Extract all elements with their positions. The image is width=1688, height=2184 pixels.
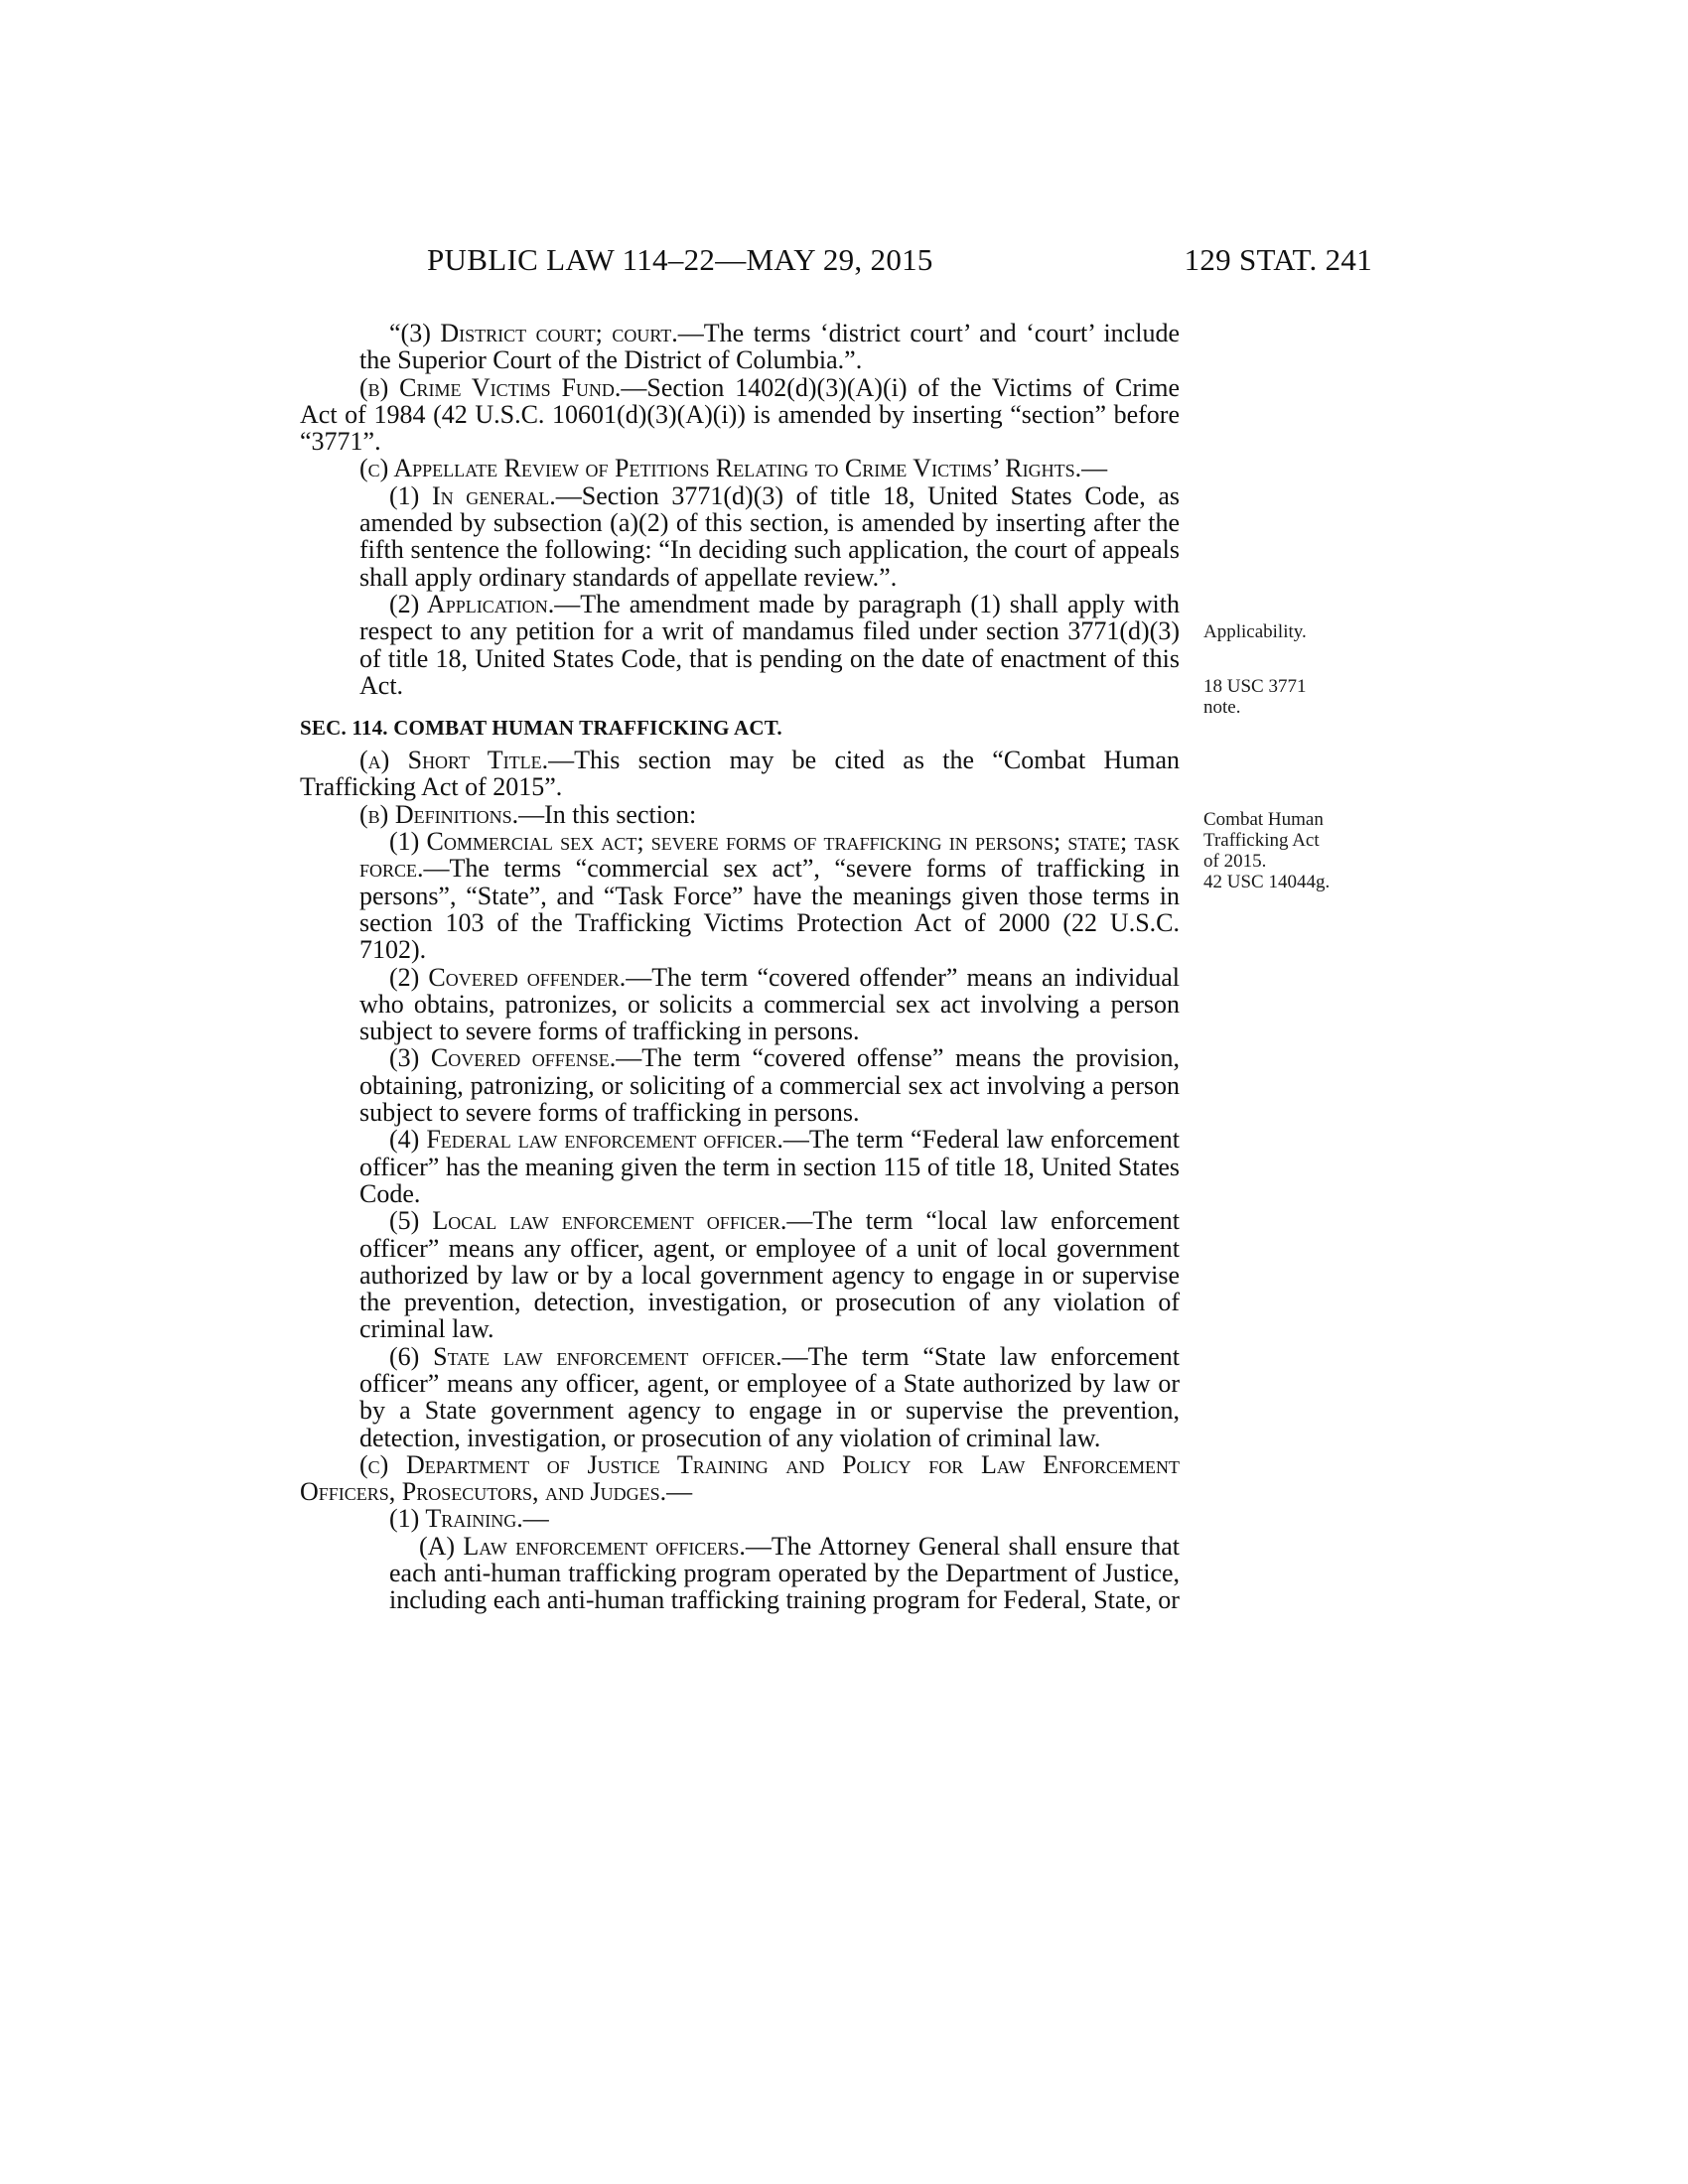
- paragraph-text: —The term “Federal law enforcement officer” has the meaning given the term in section 115 of title 18, United States Code.: [359, 1125, 1180, 1208]
- paragraph-text: —The term “covered offense” means the provision, obtaining, patronizing, or soliciting of a commercial sex act involving a person subject to severe forms of trafficking in persons.: [359, 1043, 1180, 1128]
- paragraph-caption: (1) Training.: [389, 1504, 523, 1534]
- paragraph-application: [300, 591, 1180, 699]
- paragraph-short-title: [300, 747, 1180, 801]
- paragraph-text: —The amendment made by paragraph (1) shall apply with respect to any petition for a writ of mandamus filed under section 3771(d)(3) of title 18, United States Code, that is pending on the date of enactment of this Act.: [359, 589, 1180, 700]
- paragraph-caption: (b) Crime Victims Fund.: [359, 372, 622, 402]
- paragraph-text: —The term “local law enforcement officer” means any officer, agent, or employee of a unit of local government authorized by law or by a local government agency to engage in or supervise the prevention, detection, investigation, or prosecution of any violation of criminal law.: [359, 1206, 1180, 1344]
- margin-note-combat-act: Combat Human Trafficking Act of 2015. 42 USC 14044g.: [1203, 809, 1331, 892]
- paragraph-text: —The terms “commercial sex act”, “severe forms of trafficking in persons”, “State”, and “Task Force” have the meanings given those terms in section 103 of the Trafficking Victims Protection Act of 2000 (22 U.S.C. 7102).: [359, 854, 1180, 965]
- paragraph-doj-training-policy: [300, 1451, 1180, 1506]
- statute-page-number: 129 STAT. 241: [1184, 242, 1372, 277]
- paragraph-training: [300, 1505, 1180, 1532]
- paragraph-law-enforcement-officers: [300, 1533, 1180, 1614]
- paragraph-text: —The terms ‘district court’ and ‘court’ include the Superior Court of the District of Columbia.”.: [359, 319, 1180, 375]
- definition-state-officer: [300, 1343, 1180, 1451]
- running-head-title: PUBLIC LAW 114–22—MAY 29, 2015: [427, 242, 933, 277]
- paragraph-text: —In this section:: [518, 799, 697, 829]
- paragraph-definitions: [300, 801, 1180, 828]
- paragraph-text: —The term “covered offender” means an individual who obtains, patronizes, or solicits a commercial sex act involving a person subject to severe forms of trafficking in persons.: [359, 962, 1180, 1046]
- paragraph-caption: (c) Appellate Review of Petitions Relating to Crime Victims’ Rights.: [359, 454, 1082, 483]
- paragraph-caption: (2) Application.: [389, 589, 555, 618]
- paragraph-crime-victims-fund: [300, 374, 1180, 456]
- paragraph-caption: “(3) District court; court.: [389, 319, 678, 347]
- definition-covered-offender: [300, 964, 1180, 1045]
- paragraph-caption: (5) Local law enforcement officer.: [389, 1206, 787, 1236]
- definition-local-officer: [300, 1207, 1180, 1342]
- paragraph-district-court: [300, 320, 1180, 374]
- paragraph-caption: (2) Covered offender.: [389, 962, 627, 992]
- paragraph-caption: (1) In general.: [389, 480, 556, 510]
- paragraph-text: —This section may be cited as the “Combat Human Trafficking Act of 2015”.: [300, 746, 1181, 802]
- paragraph-text: —: [1081, 454, 1108, 483]
- definition-covered-offense: [300, 1044, 1180, 1126]
- paragraph-caption: (c) Department of Justice Training and Policy for Law Enforcement Officers, Prosecutors, and Judges.: [300, 1449, 1180, 1507]
- paragraph-caption: (a) Short Title.: [359, 746, 549, 775]
- margin-note-usc-3771: 18 USC 3771 note.: [1203, 676, 1307, 718]
- paragraph-caption: (1) Commercial sex act; severe forms of trafficking in persons; state; task force.: [359, 827, 1180, 884]
- body-text: [300, 320, 1180, 1614]
- paragraph-text: —: [666, 1477, 693, 1507]
- paragraph-caption: (3) Covered offense.: [389, 1043, 617, 1073]
- paragraph-caption: (b) Definitions.: [359, 799, 519, 829]
- definition-federal-officer: [300, 1126, 1180, 1207]
- paragraph-text: —Section 3771(d)(3) of title 18, United States Code, as amended by subsection (a)(2) of this section, is amended by inserting after the fifth sentence the following: “In deciding such application, the court of appeals shall apply ordinary standards of appellate review.”.: [359, 480, 1180, 592]
- paragraph-text: —The Attorney General shall ensure that each anti-human trafficking program operated by the Department of Justice, including each anti-human trafficking training program for Federal, State, or: [389, 1531, 1180, 1615]
- paragraph-text: —: [522, 1504, 549, 1534]
- section-heading: SEC. 114. COMBAT HUMAN TRAFFICKING ACT.: [300, 716, 782, 741]
- paragraph-caption: (4) Federal law enforcement officer.: [389, 1125, 783, 1155]
- definition-commercial-sex-act: [300, 828, 1180, 963]
- margin-note-applicability: Applicability.: [1203, 621, 1307, 642]
- paragraph-caption: (A) Law enforcement officers.: [419, 1531, 746, 1561]
- paragraph-text: —Section 1402(d)(3)(A)(i) of the Victims of Crime Act of 1984 (42 U.S.C. 10601(d)(3)(A)(i)) is amended by inserting “section” before “3771”.: [300, 372, 1180, 457]
- paragraph-text: —The term “State law enforcement officer” means any officer, agent, or employee of a State authorized by law or by a State government agency to engage in or supervise the prevention, detection, investigation, or prosecution of any violation of criminal law.: [359, 1341, 1180, 1452]
- paragraph-in-general: [300, 482, 1180, 591]
- paragraph-caption: (6) State law enforcement officer.: [389, 1341, 782, 1371]
- paragraph-appellate-review: [300, 455, 1180, 481]
- page-header: [298, 242, 1372, 292]
